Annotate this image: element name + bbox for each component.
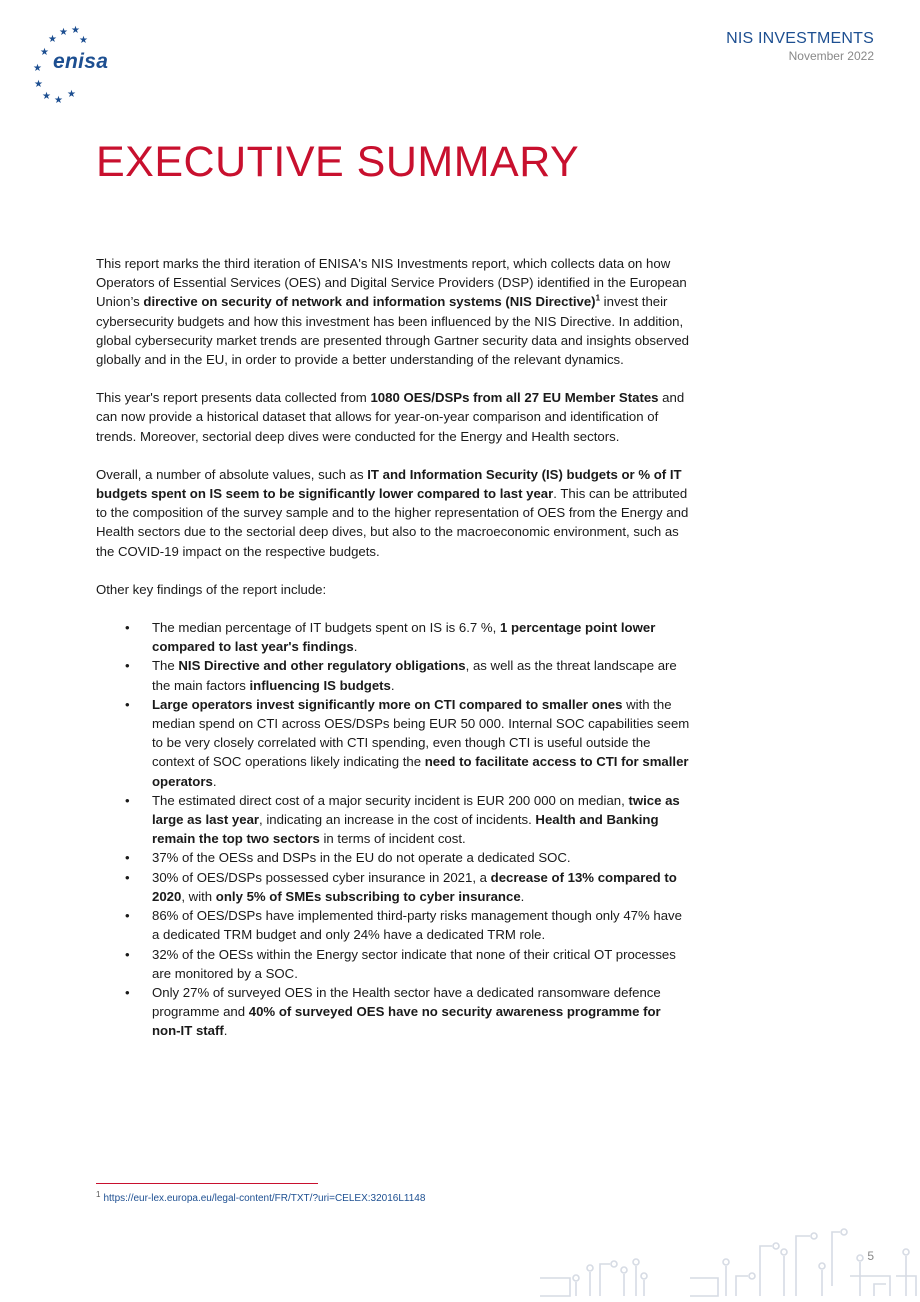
report-date: November 2022 xyxy=(788,49,874,63)
star-icon: ★ xyxy=(42,91,51,102)
paragraph: Other key findings of the report include: xyxy=(96,581,327,597)
paragraph: This year's report presents data collected from 1080 OES/DSPs from all 27 EU Member States and can now provide a historical dataset that allows for year-on-year comparison and identification of trends. Moreover, sectorial deep dives were conducted for the Energy and Health sectors. xyxy=(96,390,685,444)
footnote-number: 1 xyxy=(96,1189,101,1199)
list-item: • 37% of the OESs and DSPs in the EU do not operate a dedicated SOC. xyxy=(96,848,690,867)
page-title: EXECUTIVE SUMMARY xyxy=(96,138,580,186)
bullet-icon: • xyxy=(125,658,130,674)
star-icon: ★ xyxy=(48,34,57,45)
bullet-icon: • xyxy=(125,850,130,866)
bullet-icon: • xyxy=(125,946,130,962)
footnote-divider xyxy=(96,1183,318,1184)
paragraph: Overall, a number of absolute values, such as IT and Information Security (IS) budgets or % of IT budgets spent on IS seem to be significantly lower compared to last year. This can be attributed to the composition of the survey sample and to the higher representation of OES from the Energy and Health sectors due to the sectorial deep dives, but also to the macroeconomic environment, such as the COVID-19 impact on the respective budgets. xyxy=(96,466,689,559)
bullet-icon: • xyxy=(125,792,130,808)
body-text xyxy=(96,254,690,1041)
bullet-icon: • xyxy=(125,908,130,924)
star-icon: ★ xyxy=(34,79,43,90)
list-item: • Large operators invest significantly more on CTI compared to smaller ones with the median spend on CTI across OES/DSPs being EUR 50 000. Internal SOC capabilities seem to be very closely correlated with CTI spending, even though CTI is useful outside the context of SOC operations likely indicating the need to facilitate access to CTI for smaller operators. xyxy=(125,696,690,789)
paragraph: This report marks the third iteration of ENISA's NIS Investments report, which collects data on how Operators of Essential Services (OES) and Digital Service Providers (DSP) identified in the European Union’s directive on security of network and information systems (NIS Directive)$^1$ invest their cybersecurity budgets and how this investment has been influenced by the NIS Directive. In addition, global cybersecurity market trends are presented through Gartner security data and insights observed globally and in the EU, in order to provide a better understanding of the relevant dynamics. xyxy=(96,256,690,368)
enisa-logo xyxy=(26,24,116,106)
list-item: • The estimated direct cost of a major security incident is EUR 200 000 on median, twice as large as last year, indicating an increase in the cost of incidents. Health and Banking remain the top two sectors in terms of incident cost. xyxy=(125,792,680,847)
star-icon: ★ xyxy=(67,89,76,100)
report-title: NIS INVESTMENTS xyxy=(726,30,874,47)
list-item: • 32% of the OESs within the Energy sector indicate that none of their critical OT processes are monitored by a SOC. xyxy=(125,946,676,981)
logo-wordmark: enisa xyxy=(53,50,109,73)
bullet-icon: • xyxy=(125,620,130,636)
list-item: • 30% of OES/DSPs possessed cyber insurance in 2021, a decrease of 13% compared to 2020, with only 5% of SMEs subscribing to cyber insurance. xyxy=(125,869,677,904)
key-findings-list xyxy=(96,618,690,1040)
star-icon: ★ xyxy=(79,35,88,46)
star-icon: ★ xyxy=(59,27,68,38)
bullet-icon: • xyxy=(125,984,130,1000)
bullet-icon: • xyxy=(125,696,130,712)
star-icon: ★ xyxy=(54,95,63,106)
list-item: • 86% of OES/DSPs have implemented third-party risks management though only 47% have a dedicated TRM budget and only 24% have a dedicated TRM role. xyxy=(125,908,682,943)
footnote xyxy=(96,1189,426,1204)
star-icon: ★ xyxy=(71,25,80,36)
running-header xyxy=(726,30,874,63)
list-item: • Only 27% of surveyed OES in the Health sector have a dedicated ransomware defence programme and 40% of surveyed OES have no security awareness programme for non-IT staff. xyxy=(125,984,661,1039)
page-number: 5 xyxy=(867,1249,874,1263)
footnote-ref[interactable]: 1 xyxy=(595,294,601,304)
list-item: • The median percentage of IT budgets spent on IS is 6.7 %, 1 percentage point lower compared to last year's findings. xyxy=(125,620,656,655)
footnote-link[interactable]: https://eur-lex.europa.eu/legal-content/FR/TXT/?uri=CELEX:32016L1148 xyxy=(103,1193,426,1204)
bullet-icon: • xyxy=(125,869,130,885)
list-item: • The NIS Directive and other regulatory obligations, as well as the threat landscape are the main factors influencing IS budgets. xyxy=(125,658,677,693)
circuit-decoration-icon xyxy=(540,1226,920,1302)
star-icon: ★ xyxy=(40,47,49,58)
star-icon: ★ xyxy=(33,63,42,74)
